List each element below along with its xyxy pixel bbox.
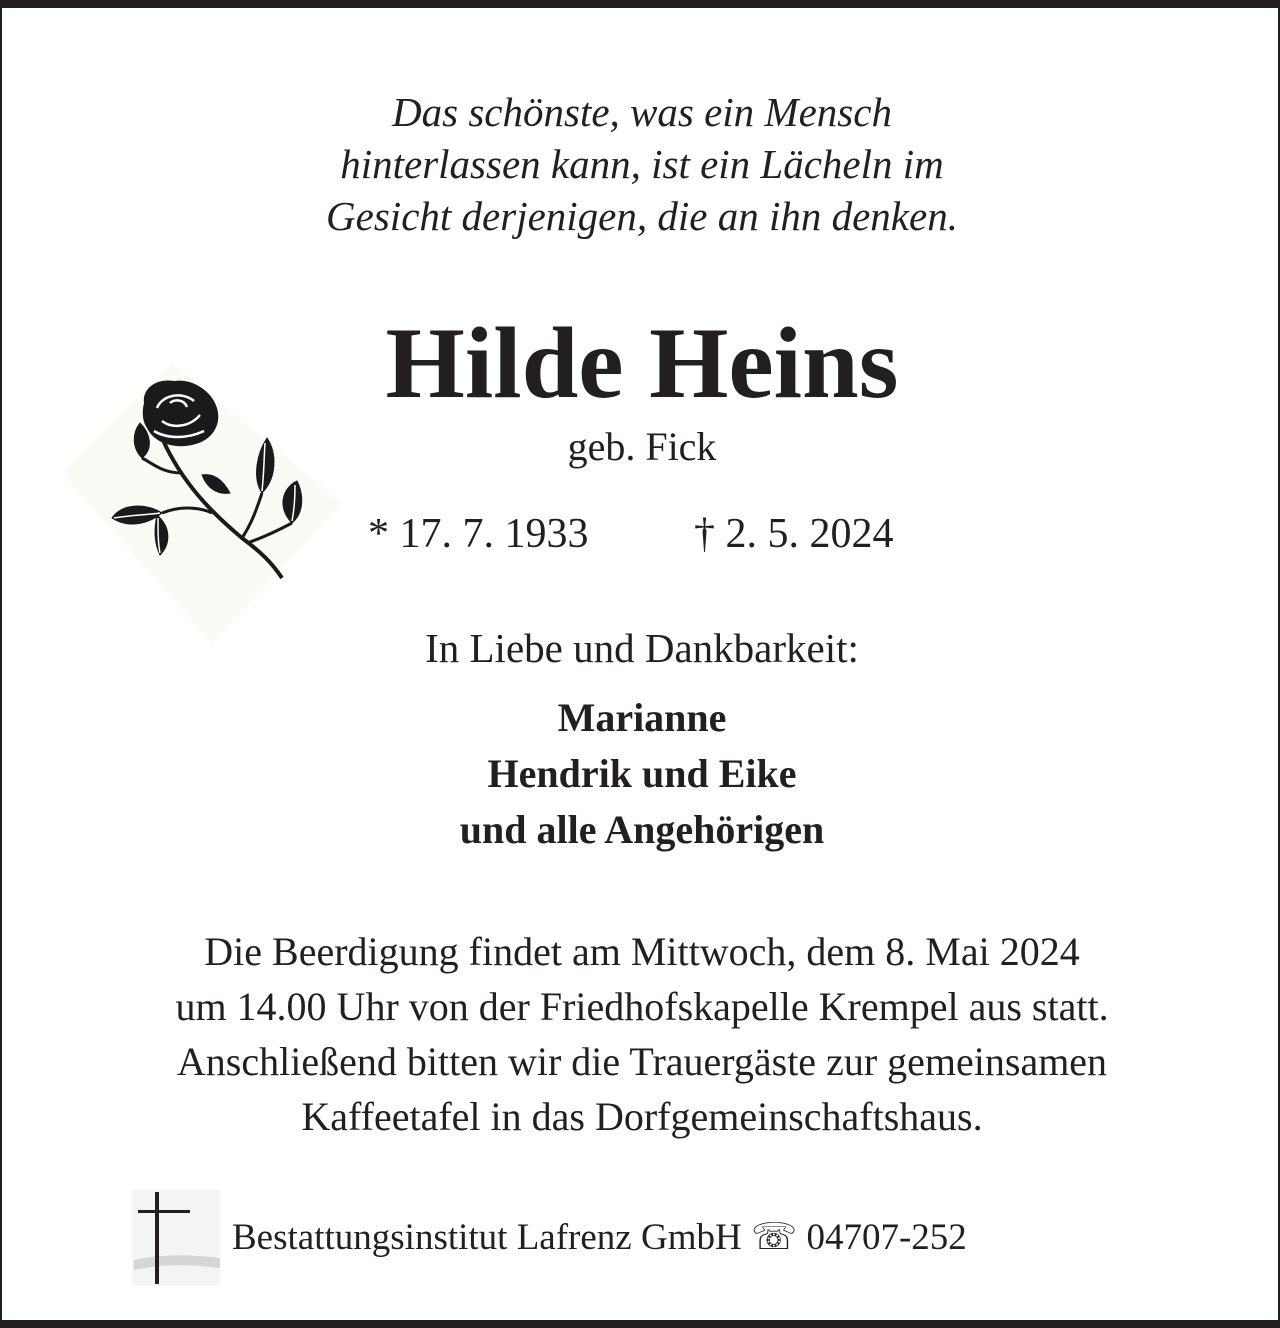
mourners-list [2, 690, 1280, 858]
undertaker-name: Bestattungsinstitut Lafrenz GmbH [232, 1217, 742, 1258]
funeral-line: Die Beerdigung findet am Mittwoch, dem 8. Mai 2024 [204, 929, 1080, 974]
dedication: In Liebe und Dankbarkeit: [425, 625, 859, 671]
undertaker-contact [232, 1213, 967, 1263]
memorial-quote [2, 86, 1280, 242]
funeral-line: um 14.00 Uhr von der Friedhofskapelle Krempel aus statt. [175, 984, 1109, 1029]
death-date: † 2. 5. 2024 [694, 511, 894, 557]
deceased-name: Hilde Heins [385, 307, 899, 420]
phone-number: 04707-252 [806, 1217, 967, 1258]
mourner-line: Marianne [557, 695, 727, 740]
cross-icon [130, 1188, 222, 1288]
mourner-line: und alle Angehörigen [459, 807, 825, 852]
funeral-line: Kaffeetafel in das Dorfgemeinschaftshaus. [301, 1094, 983, 1139]
quote-line: Gesicht derjenigen, die an ihn denken. [326, 193, 958, 239]
quote-line: Das schönste, was ein Mensch [392, 89, 892, 135]
birth-date: * 17. 7. 1933 [368, 511, 589, 557]
phone-icon: ☏ [750, 1217, 798, 1258]
maiden-name: geb. Fick [567, 424, 717, 469]
mourner-line: Hendrik und Eike [487, 751, 797, 796]
funeral-notice [2, 924, 1280, 1144]
funeral-line: Anschließend bitten wir die Trauergäste zur gemeinsamen [176, 1039, 1108, 1084]
quote-line: hinterlassen kann, ist ein Lächeln im [340, 141, 944, 187]
